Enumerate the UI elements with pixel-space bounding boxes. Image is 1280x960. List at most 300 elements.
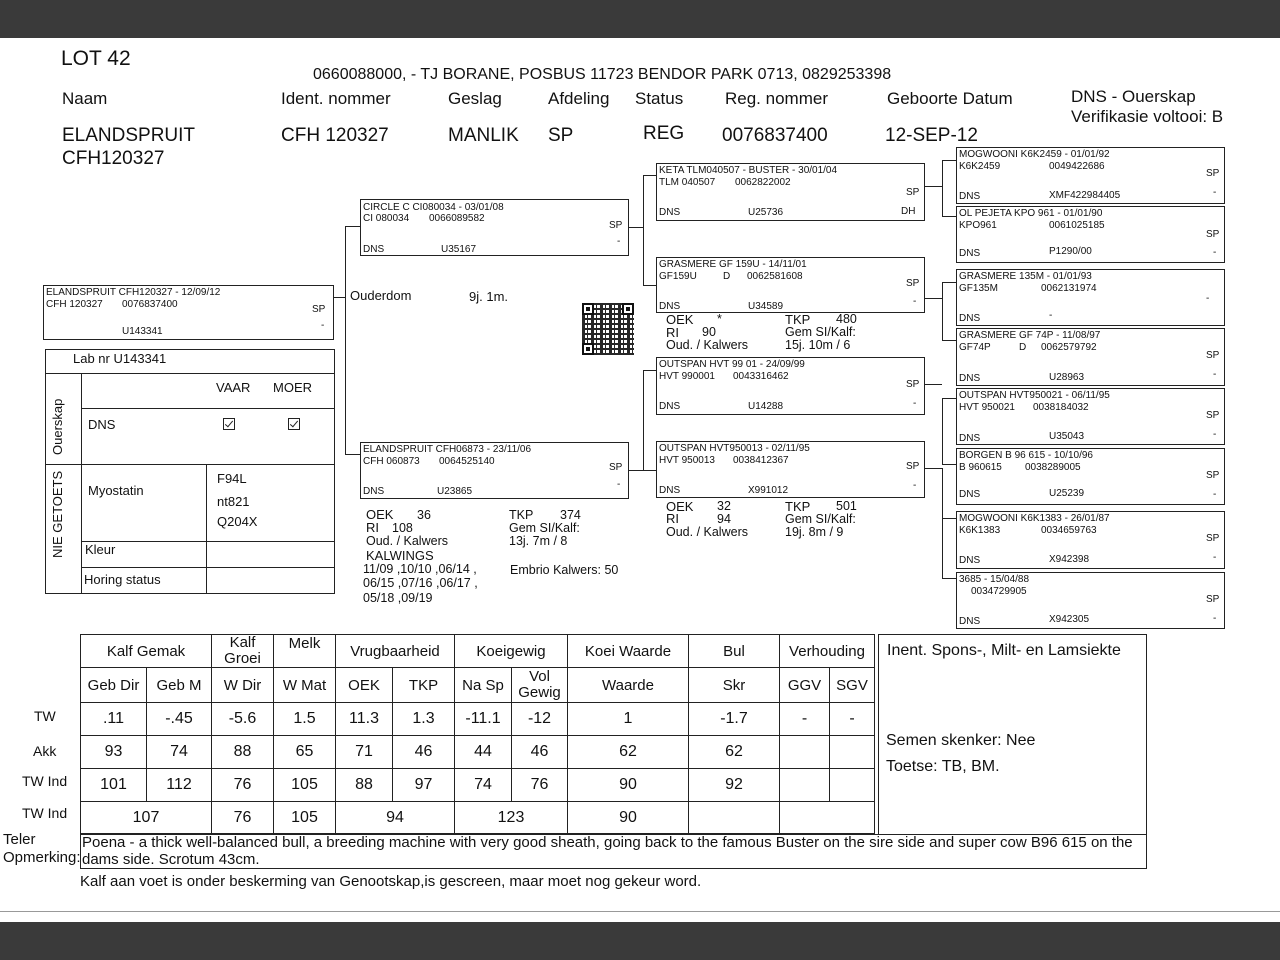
conn (643, 175, 656, 176)
dam-kalwings-label: KALWINGS (366, 548, 434, 563)
dam-line1: ELANDSPRUIT CFH06873 - 23/11/06 (363, 444, 532, 455)
header-naam: Naam (62, 89, 108, 108)
g7-line1: MOGWOONI K6K1383 - 26/01/87 (959, 513, 1110, 524)
sd-line1: GRASMERE GF 159U - 14/11/01 (659, 259, 807, 270)
sire-sp: SP (609, 220, 623, 231)
sub-sgv: SGV (830, 668, 875, 703)
cell: 90 (568, 769, 689, 802)
sub-na-sp: Na Sp (455, 668, 512, 703)
conn (942, 468, 943, 578)
g3-line1: GRASMERE 135M - 01/01/93 (959, 271, 1092, 282)
sire-reg: 0066089582 (429, 213, 485, 224)
dam-tkp-value: 374 (560, 508, 581, 522)
row-tw-ind-2 (81, 802, 875, 834)
conn (925, 468, 942, 469)
breeding-values-table (80, 634, 875, 834)
ss-extra: DH (901, 206, 916, 217)
dam-ri-value: 108 (392, 521, 413, 535)
g2-sp: SP (1206, 229, 1220, 240)
g6-dash: - (1213, 489, 1217, 500)
sd-reg: 0062581608 (747, 271, 803, 282)
g1-line1: MOGWOONI K6K2459 - 01/01/92 (959, 149, 1110, 160)
lab-horing: Horing status (84, 572, 161, 587)
g8-dns: DNS (959, 616, 981, 627)
embrio-kalwers: Embrio Kalwers: 50 (510, 563, 619, 577)
dd-ident: HVT 950013 (659, 455, 715, 466)
dd-sp: SP (906, 461, 920, 472)
footer-note: Kalf aan voet is onder beskerming van Genootskap,is gescreen, maar moet nog gekeur word. (80, 873, 702, 890)
ds-sp: SP (906, 379, 920, 390)
dam-kalwings-1: 11/09 ,10/10 ,06/14 , (363, 562, 477, 576)
g4-dns: DNS (959, 373, 981, 384)
g1-reg: 0049422686 (1049, 161, 1105, 172)
pedigree-dam-sire-box (656, 357, 925, 415)
cell: 123 (455, 802, 568, 834)
row-akk (81, 736, 875, 769)
sub-waarde: Waarde (568, 668, 689, 703)
dd-oud-value: 19j. 8m / 9 (785, 525, 844, 539)
sd-ri-label: RI (666, 325, 679, 340)
g6-ident: B 960615 (959, 462, 1002, 473)
cell: 93 (81, 736, 147, 769)
g1-code: XMF422984405 (1049, 190, 1121, 201)
pedigree-gen3-box-7 (956, 511, 1225, 569)
pedigree-gen3-box-3 (956, 269, 1225, 326)
cell: .11 (81, 703, 147, 736)
g4-line1: GRASMERE GF 74P - 11/08/97 (959, 330, 1101, 341)
pedigree-gen3-box-4 (956, 328, 1225, 386)
g5-code: U35043 (1049, 431, 1085, 442)
cell (780, 769, 830, 802)
row-label-tw-ind-2: TW Ind (22, 805, 68, 821)
sd-d: D (723, 271, 731, 282)
conn (942, 398, 956, 399)
ds-dash: - (913, 398, 917, 409)
cell: 97 (393, 769, 455, 802)
row-label-tw: TW (34, 708, 56, 724)
pedigree-gen3-box-1 (956, 147, 1225, 204)
sd-oek-value: * (717, 312, 722, 326)
g2-line1: OL PEJETA KPO 961 - 01/01/90 (959, 208, 1103, 219)
cell: -12 (512, 703, 568, 736)
pedigree-dam-dam-box (656, 441, 925, 498)
conn (942, 518, 956, 519)
row-label-akk: Akk (33, 743, 57, 759)
sd-oek-label: OEK (666, 312, 694, 327)
cell: 101 (81, 769, 147, 802)
cell: 88 (212, 736, 274, 769)
side-inent: Inent. Spons-, Milt- en Lamsiekte (887, 642, 1121, 659)
cell: -5.6 (212, 703, 274, 736)
group-vrugbaarheid: Vrugbaarheid (336, 635, 455, 668)
cell: 88 (336, 769, 393, 802)
sd-ri-value: 90 (702, 325, 716, 339)
pedigree-gen3-box-8 (956, 572, 1225, 629)
g7-code: X942398 (1049, 554, 1090, 565)
qr-code-icon (582, 303, 634, 355)
cell: -.45 (147, 703, 212, 736)
dam-ident: CFH 060873 (363, 456, 420, 467)
sub-vol-gewig: Vol Gewig (512, 668, 568, 703)
conn (942, 216, 956, 217)
cell: - (780, 703, 830, 736)
sub-oek: OEK (336, 668, 393, 703)
conn (942, 160, 956, 161)
cell: 65 (274, 736, 336, 769)
cell: 92 (689, 769, 780, 802)
sd-dns: DNS (659, 301, 681, 312)
dam-gem-label: Gem SI/Kalf: (509, 521, 580, 535)
sire-dash: - (617, 236, 621, 247)
conn (925, 298, 942, 299)
cell: -1.7 (689, 703, 780, 736)
lab-myo-1: F94L (217, 471, 247, 486)
sire-line1: CIRCLE C CI080034 - 03/01/08 (363, 202, 504, 213)
sd-dash: - (913, 296, 917, 307)
ds-line1: OUTSPAN HVT 99 01 - 24/09/99 (659, 359, 805, 370)
dd-gem-label: Gem SI/Kalf: (785, 512, 856, 526)
g8-code: X942305 (1049, 614, 1090, 625)
dam-dash: - (617, 479, 621, 490)
sd-ident: GF159U (659, 271, 697, 282)
g6-reg: 0038289005 (1025, 462, 1081, 473)
conn (345, 454, 360, 455)
pedigree-self-box (43, 285, 334, 340)
cell: - (830, 703, 875, 736)
self-code: U143341 (122, 326, 163, 337)
dam-oud-label: Oud. / Kalwers (366, 534, 448, 548)
self-dash: - (321, 320, 325, 331)
pedigree-sire-box (360, 199, 629, 256)
g6-code: U25239 (1049, 488, 1085, 499)
cell: 1.5 (274, 703, 336, 736)
divider (46, 464, 334, 465)
teler-label: Teler (3, 831, 36, 848)
sd-tkp-value: 480 (836, 312, 857, 326)
animal-ident: CFH 120327 (281, 125, 389, 146)
cell: 90 (568, 802, 689, 834)
dd-ri-value: 94 (717, 512, 731, 526)
conn (942, 282, 943, 340)
group-bul: Bul (689, 635, 780, 668)
animal-dob: 12-SEP-12 (885, 125, 978, 146)
g5-sp: SP (1206, 410, 1220, 421)
row-label-tw-ind: TW Ind (22, 773, 68, 789)
g1-sp: SP (1206, 168, 1220, 179)
lab-moer: MOER (273, 380, 312, 395)
sub-w-mat: W Mat (274, 668, 336, 703)
g4-sp: SP (1206, 350, 1220, 361)
self-line1: ELANDSPRUIT CFH120327 - 12/09/12 (46, 287, 221, 298)
ds-ident: HVT 990001 (659, 371, 715, 382)
conn (345, 226, 360, 227)
dd-oek-value: 32 (717, 499, 731, 513)
cell: 76 (212, 769, 274, 802)
g4-dash: - (1213, 369, 1217, 380)
ds-code: U14288 (748, 401, 784, 412)
moer-checkbox-icon (288, 418, 300, 430)
g7-sp: SP (1206, 533, 1220, 544)
g3-dns: DNS (959, 313, 981, 324)
cell (689, 802, 780, 834)
g2-reg: 0061025185 (1049, 220, 1105, 231)
divider (81, 408, 334, 409)
sire-ident: CI 080034 (363, 213, 410, 224)
g7-reg: 0034659763 (1041, 525, 1097, 536)
sd-tkp-label: TKP (785, 312, 811, 327)
ss-line1: KETA TLM040507 - BUSTER - 30/01/04 (659, 165, 838, 176)
g3-dash: - (1206, 293, 1210, 304)
lab-kleur: Kleur (85, 542, 116, 557)
cell: 74 (455, 769, 512, 802)
sd-code: U34589 (748, 301, 784, 312)
g7-dash: - (1213, 552, 1217, 563)
pedigree-sire-sire-box (656, 163, 925, 221)
header-reg: Reg. nommer (725, 89, 828, 108)
cell: 46 (512, 736, 568, 769)
sd-oud-value: 15j. 10m / 6 (785, 338, 851, 352)
ouderdom-label: Ouderdom (350, 288, 412, 303)
conn (643, 285, 656, 286)
divider (46, 373, 334, 374)
dam-oek-value: 36 (417, 508, 431, 522)
animal-geslag: MANLIK (448, 125, 519, 146)
cell (830, 769, 875, 802)
cell: 46 (393, 736, 455, 769)
lab-myo-3: Q204X (217, 514, 258, 529)
dd-tkp-value: 501 (836, 499, 857, 513)
opmerking-label: Opmerking: (3, 849, 81, 866)
cell: 1 (568, 703, 689, 736)
g5-ident: HVT 950021 (959, 402, 1015, 413)
conn (643, 470, 656, 471)
g3-reg: 0062131974 (1041, 283, 1097, 294)
group-koei-waarde: Koei Waarde (568, 635, 689, 668)
ss-code: U25736 (748, 207, 784, 218)
conn (925, 384, 926, 398)
cell: 76 (212, 802, 274, 834)
cell (780, 802, 875, 834)
top-bar (0, 0, 1280, 38)
sub-geb-m: Geb M (147, 668, 212, 703)
dd-line1: OUTSPAN HVT950013 - 02/11/95 (659, 443, 810, 454)
pedigree-sire-dam-box (656, 257, 925, 313)
g8-reg: 0034729905 (971, 586, 1027, 597)
conn (643, 370, 656, 371)
g1-dns: DNS (959, 191, 981, 202)
owner-details: 0660088000, - TJ BORANE, POSBUS 11723 BENDOR PARK 0713, 0829253398 (313, 66, 892, 83)
dam-sp: SP (609, 462, 623, 473)
self-sp: SP (312, 304, 326, 315)
group-melk: Melk (274, 635, 336, 668)
group-koeigewig: Koeigewig (455, 635, 568, 668)
self-ident: CFH 120327 (46, 299, 103, 310)
sire-dns: DNS (363, 244, 385, 255)
conn (942, 578, 956, 579)
sub-tkp: TKP (393, 668, 455, 703)
side-toetse: Toetse: TB, BM. (886, 758, 1000, 775)
lab-myo-2: nt821 (217, 494, 250, 509)
cell: 107 (81, 802, 212, 834)
dam-kalwings-3: 05/18 ,09/19 (363, 591, 433, 605)
dd-oud-label: Oud. / Kalwers (666, 525, 748, 539)
g8-sp: SP (1206, 594, 1220, 605)
ss-dns: DNS (659, 207, 681, 218)
g2-code: P1290/00 (1049, 246, 1092, 257)
dam-kalwings-2: 06/15 ,07/16 ,06/17 , (363, 576, 478, 590)
header-ident: Ident. nommer (281, 89, 391, 108)
lab-ouerskap: Ouerskap (50, 398, 65, 455)
sub-skr: Skr (689, 668, 780, 703)
dd-tkp-label: TKP (785, 499, 811, 514)
conn (345, 226, 346, 454)
g2-dns: DNS (959, 248, 981, 259)
g6-line1: BORGEN B 96 615 - 10/10/96 (959, 450, 1093, 461)
g1-ident: K6K2459 (959, 161, 1001, 172)
ss-reg: 0062822002 (735, 177, 791, 188)
cell: 44 (455, 736, 512, 769)
sd-oud-label: Oud. / Kalwers (666, 338, 748, 352)
dam-tkp-label: TKP (509, 508, 534, 522)
g7-ident: K6K1383 (959, 525, 1001, 536)
sub-geb-dir: Geb Dir (81, 668, 147, 703)
side-semen: Semen skenker: Nee (886, 732, 1036, 749)
g6-sp: SP (1206, 470, 1220, 481)
animal-reg: 0076837400 (722, 125, 828, 146)
group-kalf-gemak: Kalf Gemak (81, 635, 212, 668)
dam-code: U23865 (437, 486, 473, 497)
lab-nie-getoets: NIE GETOETS (50, 470, 65, 558)
dam-oud-value: 13j. 7m / 8 (509, 534, 568, 548)
g6-dns: DNS (959, 489, 981, 500)
pedigree-dam-box (360, 442, 629, 499)
sd-sp: SP (906, 278, 920, 289)
cell: 11.3 (336, 703, 393, 736)
dd-ri-label: RI (666, 511, 679, 526)
conn (629, 227, 643, 228)
g4-ident: GF74P (959, 342, 991, 353)
header-geslag: Geslag (448, 89, 502, 108)
conn (942, 160, 943, 216)
lot-number: LOT 42 (61, 47, 131, 70)
ss-sp: SP (906, 187, 920, 198)
vaar-checkbox-icon (223, 418, 235, 430)
g5-reg: 0038184032 (1033, 402, 1089, 413)
dam-dns: DNS (363, 486, 385, 497)
divider (81, 373, 82, 593)
sire-code: U35167 (441, 244, 477, 255)
conn (942, 340, 956, 341)
lab-number: Lab nr U143341 (73, 351, 167, 366)
dd-dash: - (913, 480, 917, 491)
self-reg: 0076837400 (122, 299, 178, 310)
g7-dns: DNS (959, 555, 981, 566)
ouderdom-value: 9j. 1m. (469, 289, 509, 304)
conn (643, 175, 644, 285)
sub-ggv: GGV (780, 668, 830, 703)
row-tw-ind (81, 769, 875, 802)
conn (629, 470, 643, 471)
sub-w-dir: W Dir (212, 668, 274, 703)
pedigree-gen3-box-2 (956, 206, 1225, 263)
dam-oek-label: OEK (366, 507, 394, 522)
conn (925, 186, 942, 187)
g3-ident: GF135M (959, 283, 998, 294)
animal-afdeling: SP (548, 125, 574, 146)
cell: 62 (568, 736, 689, 769)
g3-code: - (1049, 310, 1053, 321)
cell: -11.1 (455, 703, 512, 736)
ss-ident: TLM 040507 (659, 177, 716, 188)
g2-dash: - (1213, 247, 1217, 258)
cell (780, 736, 830, 769)
header-geboorte: Geboorte Datum (887, 89, 1013, 108)
g1-dash: - (1213, 187, 1217, 198)
cell: 71 (336, 736, 393, 769)
animal-name: ELANDSPRUIT (62, 125, 196, 146)
g4-code: U28963 (1049, 372, 1085, 383)
cell (830, 736, 875, 769)
lab-dns: DNS (88, 417, 116, 432)
divider (81, 541, 334, 542)
header-dns: DNS - Ouerskap (1071, 87, 1196, 106)
animal-name-code: CFH120327 (62, 148, 165, 169)
header-verifikasie: Verifikasie voltooi: B (1071, 107, 1224, 126)
cell: 112 (147, 769, 212, 802)
conn (925, 384, 942, 385)
header-afdeling: Afdeling (548, 89, 610, 108)
dam-reg: 0064525140 (439, 456, 495, 467)
cell: 74 (147, 736, 212, 769)
g8-line1: 3685 - 15/04/88 (959, 574, 1030, 585)
conn (942, 282, 956, 283)
conn (643, 370, 644, 470)
ds-reg: 0043316462 (733, 371, 789, 382)
g8-dash: - (1213, 613, 1217, 624)
dam-ri-label: RI (366, 520, 379, 535)
cell: 105 (274, 769, 336, 802)
dd-code: X991012 (748, 485, 789, 496)
g5-dns: DNS (959, 433, 981, 444)
divider (81, 567, 334, 568)
cell: 94 (336, 802, 455, 834)
g5-line1: OUTSPAN HVT950021 - 06/11/95 (959, 390, 1110, 401)
g4-reg: 0062579792 (1041, 342, 1097, 353)
g2-ident: KPO961 (959, 220, 997, 231)
group-verhouding: Verhouding (780, 635, 875, 668)
animal-status: REG (643, 123, 685, 144)
dd-oek-label: OEK (666, 499, 694, 514)
cell: 62 (689, 736, 780, 769)
conn (942, 464, 956, 465)
bottom-rule (0, 911, 1280, 912)
cell: 105 (274, 802, 336, 834)
header-status: Status (635, 89, 684, 108)
g5-dash: - (1213, 429, 1217, 440)
ds-dns: DNS (659, 401, 681, 412)
bottom-bar (0, 922, 1280, 960)
pedigree-gen3-box-6 (956, 448, 1225, 505)
group-kalf-groei: Kalf Groei (212, 635, 274, 668)
conn (942, 398, 943, 464)
lab-myostatin: Myostatin (88, 483, 144, 498)
cell: 1.3 (393, 703, 455, 736)
dd-reg: 0038412367 (733, 455, 789, 466)
cell: 76 (512, 769, 568, 802)
sd-gem-label: Gem SI/Kalf: (785, 325, 856, 339)
pedigree-gen3-box-5 (956, 388, 1225, 445)
divider (206, 464, 207, 594)
